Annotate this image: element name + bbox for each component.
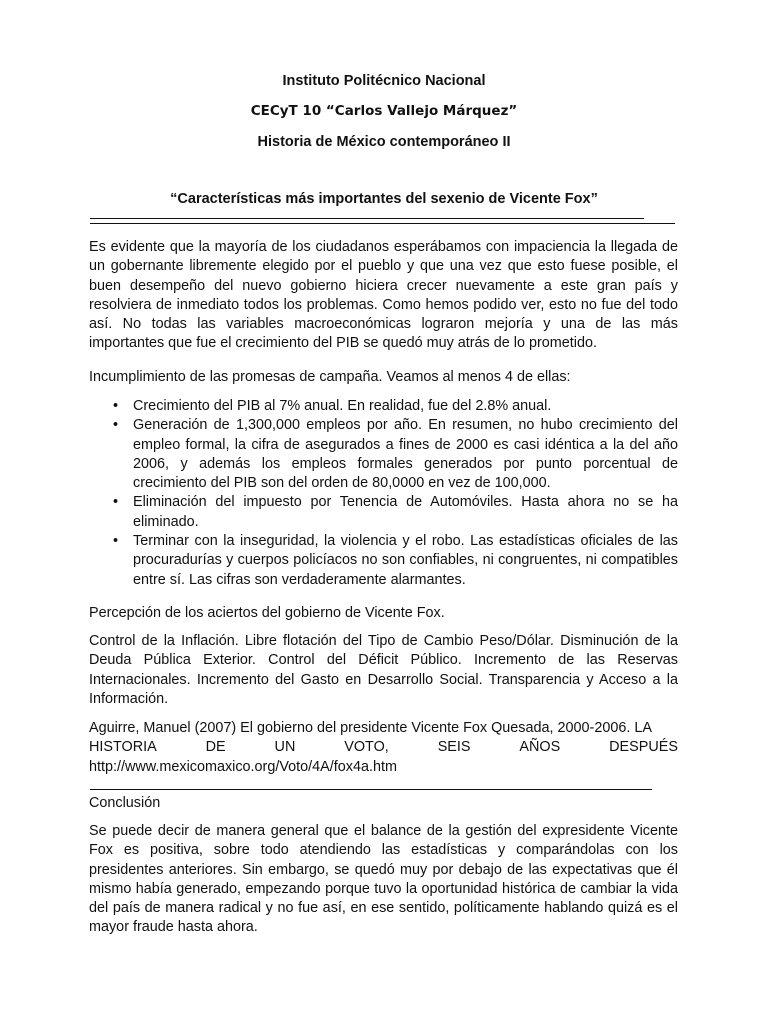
reference-word: VOTO, [344, 739, 389, 756]
institution-heading: Instituto Politécnico Nacional [282, 73, 486, 89]
reference-word: SEIS [437, 739, 471, 756]
bullet-icon: • [113, 533, 119, 550]
bullet-icon: • [113, 398, 119, 414]
list-item [89, 397, 678, 416]
promise-text: Eliminación del impuesto por Tenencia de Automóviles. Hasta ahora no se ha eliminado. [133, 494, 678, 530]
reference-line-2 [89, 738, 678, 757]
conclusion-paragraph: Se puede decir de manera general que el balance de la gestión del expresidente Vicente Fox es positiva, sobre todo atendiendo las estadísticas y comparándolas con los presidentes anteriores. Sin embargo, se quedó muy por debajo de las expectativas que él mismo había generado, empezando porque tuvo la oportunidad histórica de cambiar la vida del país de manera radical y no fue así, en ese sentido, políticamente hablando quizá es el mayor fraude hasta ahora. [89, 823, 678, 936]
promise-text: Terminar con la inseguridad, la violencia y el robo. Las estadísticas oficiales de las procuradurías y cuerpos policíacos no son confiables, ni congruentes, ni compatibles entre sí. Las cifras son verdaderamente alarmantes. [133, 533, 678, 588]
achievements-paragraph: Control de la Inflación. Libre flotación del Tipo de Cambio Peso/Dólar. Disminución de la Deuda Pública Exterior. Control del Déficit Público. Incremento de las Reservas Internacionales. Incremento del Gasto en Desarrollo Social. Transparencia y Acceso a la Información. [89, 633, 678, 707]
course-heading: Historia de México contemporáneo II [257, 134, 511, 150]
list-item [89, 493, 678, 532]
list-item [89, 532, 678, 590]
list-item [89, 416, 678, 493]
promises-list [89, 397, 678, 590]
section-divider [90, 789, 652, 790]
achievements-intro: Percepción de los aciertos del gobierno de Vicente Fox. [89, 605, 445, 621]
reference-word: UN [274, 739, 296, 756]
title-underline-second [90, 223, 675, 224]
document-title: “Características más importantes del sexenio de Vicente Fox” [170, 191, 598, 207]
reference-word: AÑOS [519, 739, 561, 756]
bullet-icon: • [113, 494, 119, 511]
reference-word: DE [205, 739, 226, 756]
promise-text: Generación de 1,300,000 empleos por año. En resumen, no hubo crecimiento del empleo formal, la cifra de asegurados a fines de 2000 es casi idéntica a la del año 2006, y además los empleos formales generados por punto porcentual de crecimiento del PIB son del orden de 80,0000 en vez de 100,000. [133, 417, 678, 492]
promises-intro: Incumplimiento de las promesas de campaña. Veamos al menos 4 de ellas: [89, 369, 571, 385]
reference-citation [89, 719, 678, 777]
conclusion-heading: Conclusión [89, 795, 161, 811]
intro-paragraph: Es evidente que la mayoría de los ciudadanos esperábamos con impaciencia la llegada de un gobernante libremente elegido por el pueblo y que una vez que esto fuese posible, el buen desempeño del nuevo gobierno hiciera crecer nuevamente a este gran país y resolviera de inmediato todos los problemas. Como hemos podido ver, esto no fue del todo así. No todas las variables macroeconómicas lograron mejoría y una de las más importantes que fue el crecimiento del PIB se quedó muy atrás de lo prometido. [89, 239, 678, 352]
title-underline [90, 218, 644, 219]
promise-text: Crecimiento del PIB al 7% anual. En realidad, fue del 2.8% anual. [133, 398, 552, 414]
reference-url: http://www.mexicomaxico.org/Voto/4A/fox4a.htm [89, 758, 397, 775]
bullet-icon: • [113, 417, 119, 434]
reference-word: HISTORIA [89, 739, 157, 756]
reference-word: DESPUÉS [609, 739, 678, 756]
reference-line-1: Aguirre, Manuel (2007) El gobierno del presidente Vicente Fox Quesada, 2000-2006. LA [89, 720, 652, 736]
school-heading: CECyT 10 “Carlos Vallejo Márquez” [250, 103, 518, 119]
